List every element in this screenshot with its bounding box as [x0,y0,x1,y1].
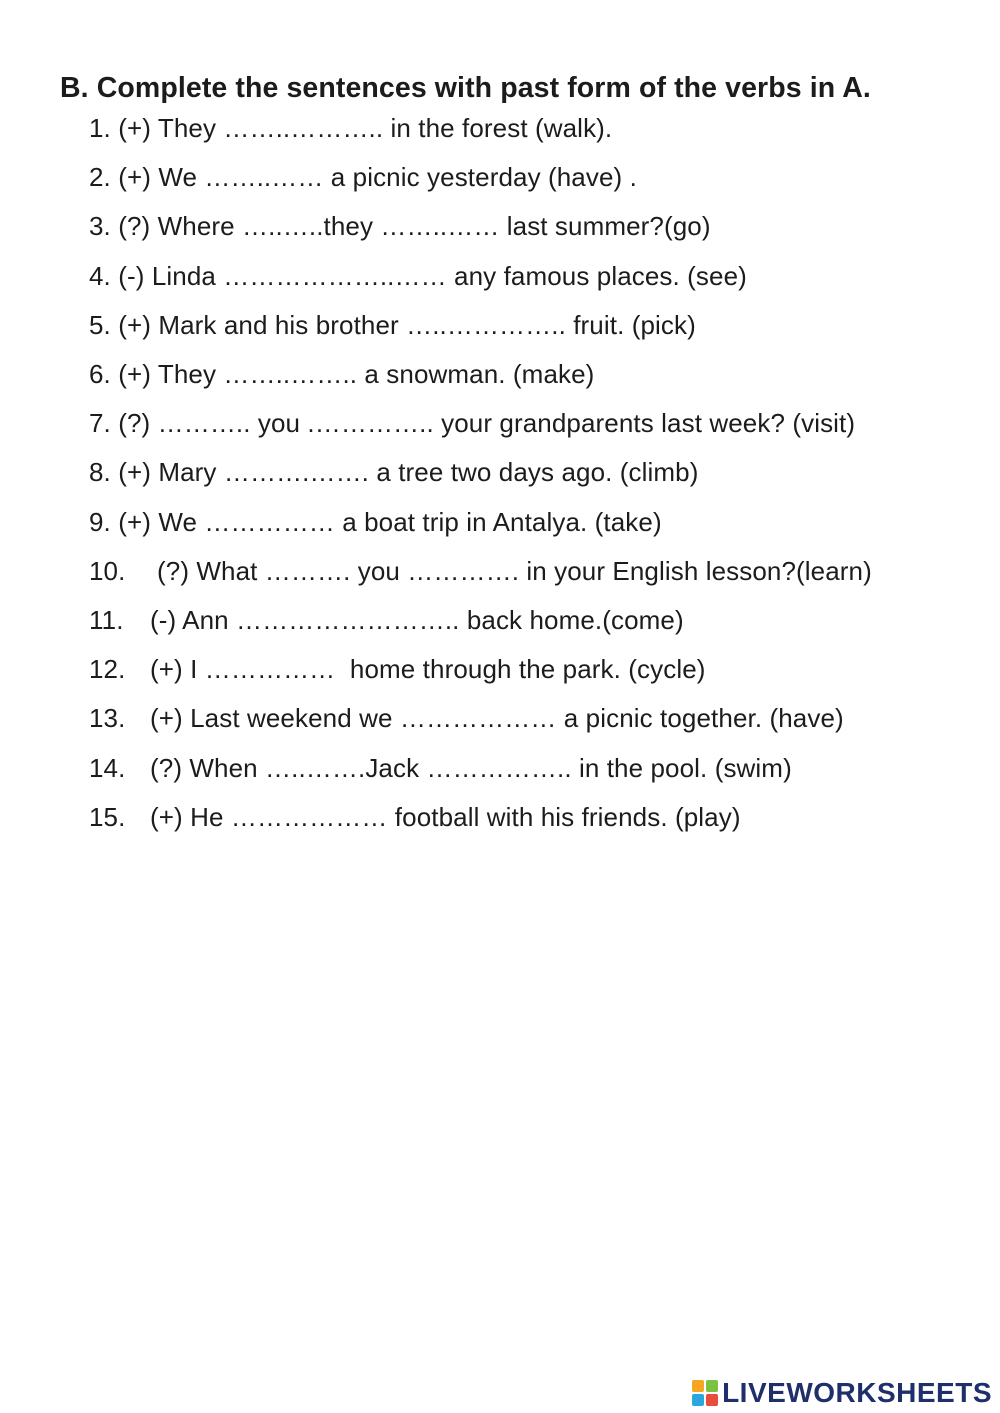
sentence-text: (-) Linda ………………..…… any famous places. (see) [118,260,747,291]
sentence-item [89,507,662,538]
logo-square-1 [692,1380,704,1392]
sentence-number: 12. [89,654,126,685]
sentence-item [89,211,711,242]
sentence-item [89,113,612,144]
sentence-number: 7. [89,408,111,439]
sentence-number: 10. [89,555,126,586]
sentence-number: 9. [89,506,111,537]
sentence-text: (+) They ……..…….. a snowman. (make) [118,359,595,389]
sentence-item [89,457,698,488]
sentence-text: (+) Mark and his brother …..………….. fruit. (pick) [118,309,696,340]
liveworksheets-logo-icon [692,1380,718,1406]
sentence-number: 2. [89,162,111,193]
sentence-number: 15. [89,801,126,832]
sentence-text: (-) Ann …………………….. back home.(come) [150,605,684,635]
sentence-item [89,654,706,685]
sentence-number: 6. [89,359,111,389]
sentence-text: (+) Last weekend we ……………… a picnic together. (have) [150,703,844,734]
sentence-text: (+) I …………… home through the park. (cycle) [150,654,706,685]
logo-square-3 [692,1394,704,1406]
sentence-text: (+) We ……..…… a picnic yesterday (have) . [118,162,637,193]
logo-text: LIVEWORKSHEETS [722,1377,992,1408]
sentence-item [89,359,594,390]
sentence-text: (+) Mary ……….……. a tree two days ago. (climb) [118,457,699,488]
sentence-item [89,605,684,636]
sentence-number: 3. [89,211,111,242]
sentence-number: 8. [89,457,111,488]
sentence-text: (?) ……….. you .………….. your grandparents last week? (visit) [118,408,856,439]
sentence-item [89,556,872,587]
sentence-number: 14. [89,752,126,783]
sentence-text: (+) We …………… a boat trip in Antalya. (take) [118,506,662,537]
logo-square-4 [706,1394,718,1406]
sentence-number: 4. [89,260,111,291]
sentence-text: (+) They ……..……….. in the forest (walk). [118,113,613,143]
logo-square-2 [706,1380,718,1392]
sentence-item [89,408,855,439]
liveworksheets-logo [692,1378,992,1408]
sentence-item [89,703,844,734]
sentence-text: (+) He ……………… football with his friends. (play) [150,801,741,832]
sentence-item [89,162,637,193]
sentence-text: (?) Where …..…..they ……..…… last summer?(go) [118,211,711,242]
worksheet-heading: B. Complete the sentences with past form of the verbs in A. [60,72,871,104]
sentence-item [89,802,741,833]
sentence-text: (?) What ………. you …………. in your English lesson?(learn) [157,555,872,586]
sentence-item [89,753,792,784]
sentence-number: 11. [89,605,124,635]
sentence-item [89,261,747,292]
sentence-item [89,310,696,341]
sentence-text: (?) When …..…….Jack …………….. in the pool. (swim) [150,752,792,783]
sentence-number: 13. [89,703,126,734]
sentence-number: 1. [89,113,111,143]
sentence-number: 5. [89,309,111,340]
